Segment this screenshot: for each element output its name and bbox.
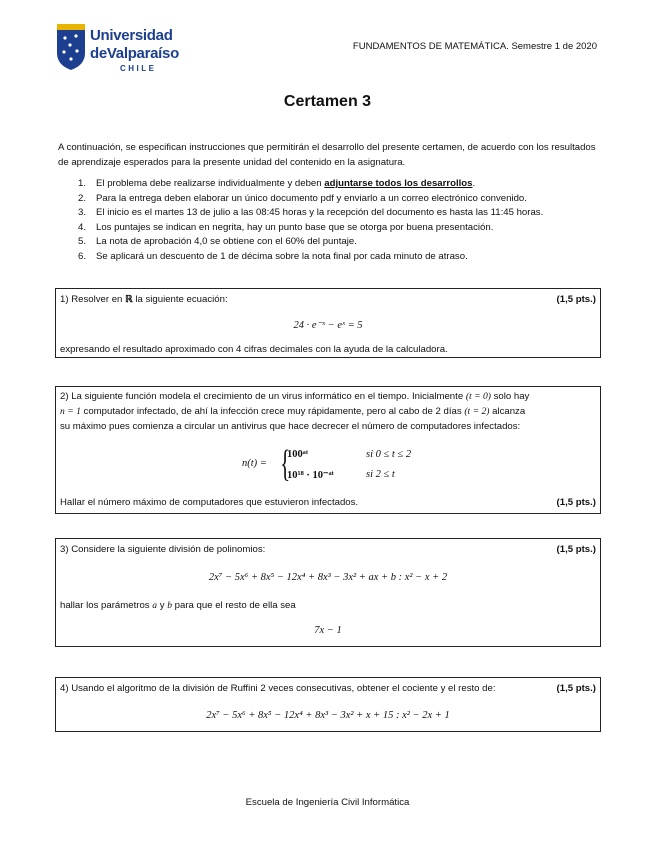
university-shield-icon — [56, 23, 86, 71]
problem-2-box — [55, 386, 601, 514]
problem-3-box — [55, 538, 601, 647]
course-header: FUNDAMENTOS DE MATEMÁTICA. Semestre 1 de 2020 — [352, 41, 597, 52]
case-1-condition: si 0 ≤ t ≤ 2 — [366, 449, 412, 460]
case-2-condition: si 2 ≤ t — [366, 469, 395, 480]
instruction-item: 2. Para la entrega deben elaborar un único documento pdf y enviarlo a un correo electrónico convenido. — [78, 192, 527, 204]
real-numbers-symbol: ℝ — [125, 294, 133, 305]
instruction-item: 3. El inicio es el martes 13 de julio a las 08:45 horas y la recepción del documento es hasta las 11:45 horas. — [78, 207, 544, 219]
problem-1-box — [55, 288, 601, 358]
instructions-list — [78, 177, 608, 265]
problem-2-points: (1,5 pts.) — [556, 497, 596, 508]
problem-1-instruction: expresando el resultado aproximado con 4 cifras decimales con la ayuda de la calculadora. — [60, 344, 448, 355]
problem-1-equation: 24 · e⁻ˣ − eˣ = 5 — [293, 320, 363, 331]
problem-3-instruction: hallar los parámetros a y b para que el resto de ella sea — [60, 600, 296, 611]
problem-2-line-3: su máximo pues comienza a circular un antivirus que hace decrecer el número de computadores infectados: — [60, 421, 521, 432]
instruction-item: 4. Los puntajes se indican en negrita, hay un punto base que se otorga por buena presentación. — [78, 221, 494, 233]
piecewise-brace: { — [280, 443, 291, 485]
problem-4-points: (1,5 pts.) — [556, 683, 596, 694]
instruction-item: 1. El problema debe realizarse individualmente y deben adjuntarse todos los desarrollos. — [78, 178, 476, 189]
footer-school: Escuela de Ingeniería Civil Informática — [245, 797, 410, 808]
case-2-expression: 10¹⁸ · 10⁻ᵃᵗ — [287, 470, 334, 481]
university-logo — [56, 23, 179, 77]
logo-text-line1: Universidad — [90, 27, 173, 44]
exam-title: Certamen 3 — [283, 93, 372, 110]
logo-text-line2: deValparaíso — [90, 45, 179, 62]
instruction-emphasis: adjuntarse todos los desarrollos — [324, 178, 473, 189]
problem-2-question: Hallar el número máximo de computadores que estuvieron infectados. — [60, 497, 359, 508]
intro-paragraph: A continuación, se especifican instrucciones que permitirán el desarrollo del presente certamen, de acuerdo con los resultados de aprendizaje esperados para la presente unidad del contenido en la asignatura. — [58, 142, 596, 168]
problem-2-line-1: 2) La siguiente función modela el crecimiento de un virus informático en el tiempo. Inicialmente (t = 0) solo hay — [60, 391, 530, 402]
instruction-item: 5. La nota de aprobación 4,0 se obtiene con el 60% del puntaje. — [78, 236, 357, 248]
logo-text-line3: CHILE — [120, 64, 157, 73]
problem-1-statement: 1) Resolver en ℝ la siguiente ecuación: — [60, 294, 228, 305]
problem-3-statement: 3) Considere la siguiente división de polinomios: — [60, 544, 266, 555]
problem-4-box — [55, 677, 601, 732]
problem-4-division: 2x⁷ − 5x⁶ + 8x⁵ − 12x⁴ + 8x³ − 3x² + x + 15 : x² − 2x + 1 — [206, 710, 450, 721]
problem-4-statement: 4) Usando el algoritmo de la división de Ruffini 2 veces consecutivas, obtener el cociente y el resto de: — [60, 683, 496, 694]
problem-3-division: 2x⁷ − 5x⁶ + 8x⁵ − 12x⁴ + 8x³ − 3x² + ax + b : x² − x + 2 — [208, 572, 448, 583]
instruction-item: 6. Se aplicará un descuento de 1 de décima sobre la nota final por cada minuto de atraso. — [78, 250, 468, 262]
problem-2-line-2: n = 1 computador infectado, de ahí la infección crece muy rápidamente, pero al cabo de 2 días (t = 2) alcanza — [60, 406, 526, 417]
problem-3-remainder: 7x − 1 — [314, 625, 342, 636]
case-1-expression: 100ᵃᵗ — [287, 449, 309, 460]
piecewise-function-lhs: n(t) = — [242, 458, 267, 469]
problem-3-points: (1,5 pts.) — [556, 544, 596, 555]
problem-1-points: (1,5 pts.) — [556, 294, 596, 305]
